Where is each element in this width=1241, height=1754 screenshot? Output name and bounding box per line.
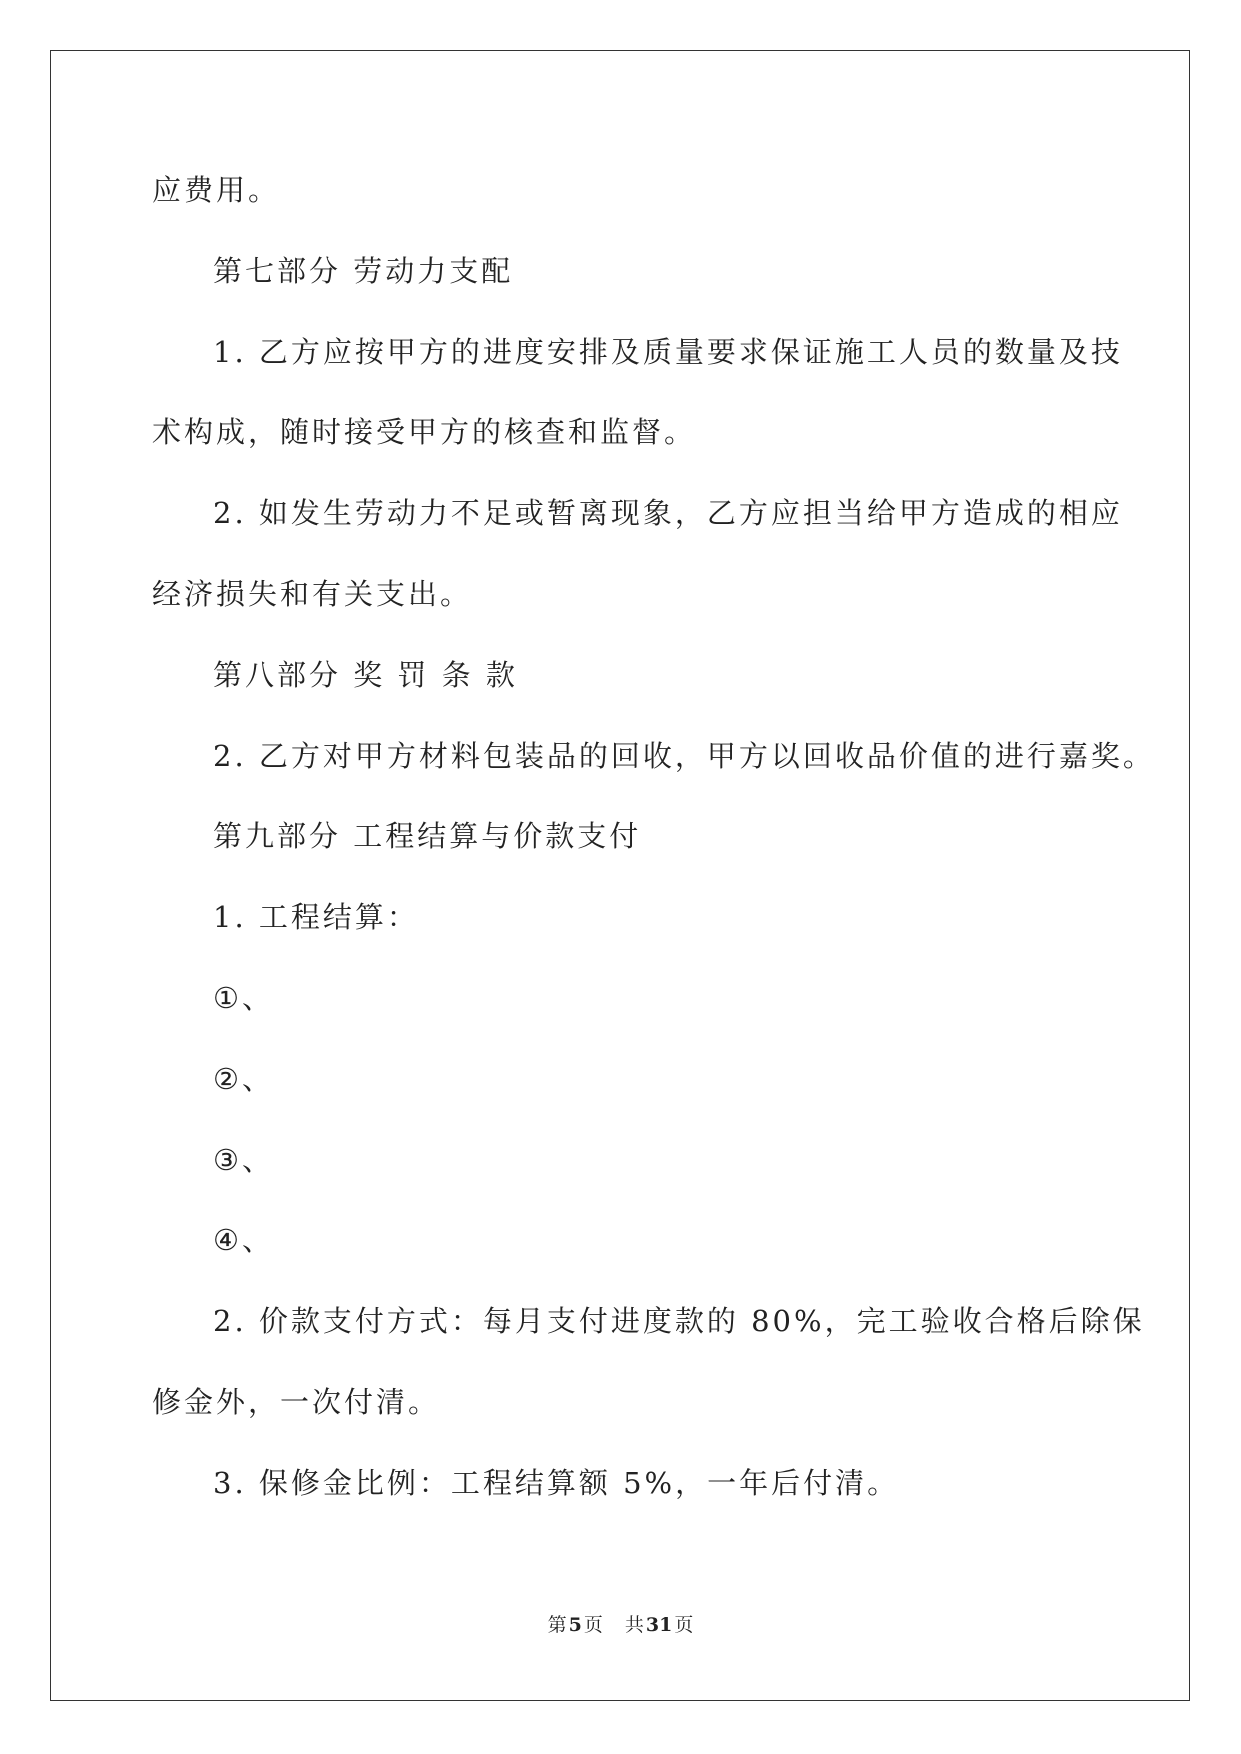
list-item: ②、 — [213, 1062, 274, 1096]
section-heading: 第八部分 奖 罚 条 款 — [213, 658, 518, 692]
text-line: 2. 乙方对甲方材料包装品的回收，甲方以回收品价值的进行嘉奖。 — [213, 739, 1155, 773]
footer-page-prefix: 第 — [547, 1614, 567, 1636]
footer-total-prefix: 共 — [624, 1614, 644, 1636]
text-line: 修金外，一次付清。 — [152, 1385, 441, 1419]
text-line: 1. 乙方应按甲方的进度安排及质量要求保证施工人员的数量及技 — [213, 335, 1123, 369]
text-line: 3. 保修金比例：工程结算额 5%，一年后付清。 — [213, 1466, 900, 1500]
text-line: 2. 如发生劳动力不足或暂离现象，乙方应担当给甲方造成的相应 — [213, 496, 1123, 530]
footer-total-pages: 31 — [645, 1614, 673, 1636]
text-line: 术构成，随时接受甲方的核查和监督。 — [152, 415, 697, 449]
footer-page-suffix: 页 — [583, 1614, 603, 1636]
text-line: 1. 工程结算： — [213, 900, 419, 934]
footer-total-suffix: 页 — [674, 1614, 694, 1636]
text-line: 经济损失和有关支出。 — [152, 577, 473, 611]
list-item: ④、 — [213, 1223, 274, 1257]
text-line: 应费用。 — [152, 173, 281, 207]
page-frame — [50, 50, 1190, 1701]
list-item: ③、 — [213, 1143, 274, 1177]
list-item: ①、 — [213, 981, 274, 1015]
text-line: 2. 价款支付方式：每月支付进度款的 80%，完工验收合格后除保 — [213, 1304, 1145, 1338]
footer-page-number: 5 — [568, 1614, 582, 1636]
section-heading: 第九部分 工程结算与价款支付 — [213, 819, 642, 853]
section-heading: 第七部分 劳动力支配 — [213, 254, 514, 288]
page-footer — [0, 1613, 1241, 1637]
